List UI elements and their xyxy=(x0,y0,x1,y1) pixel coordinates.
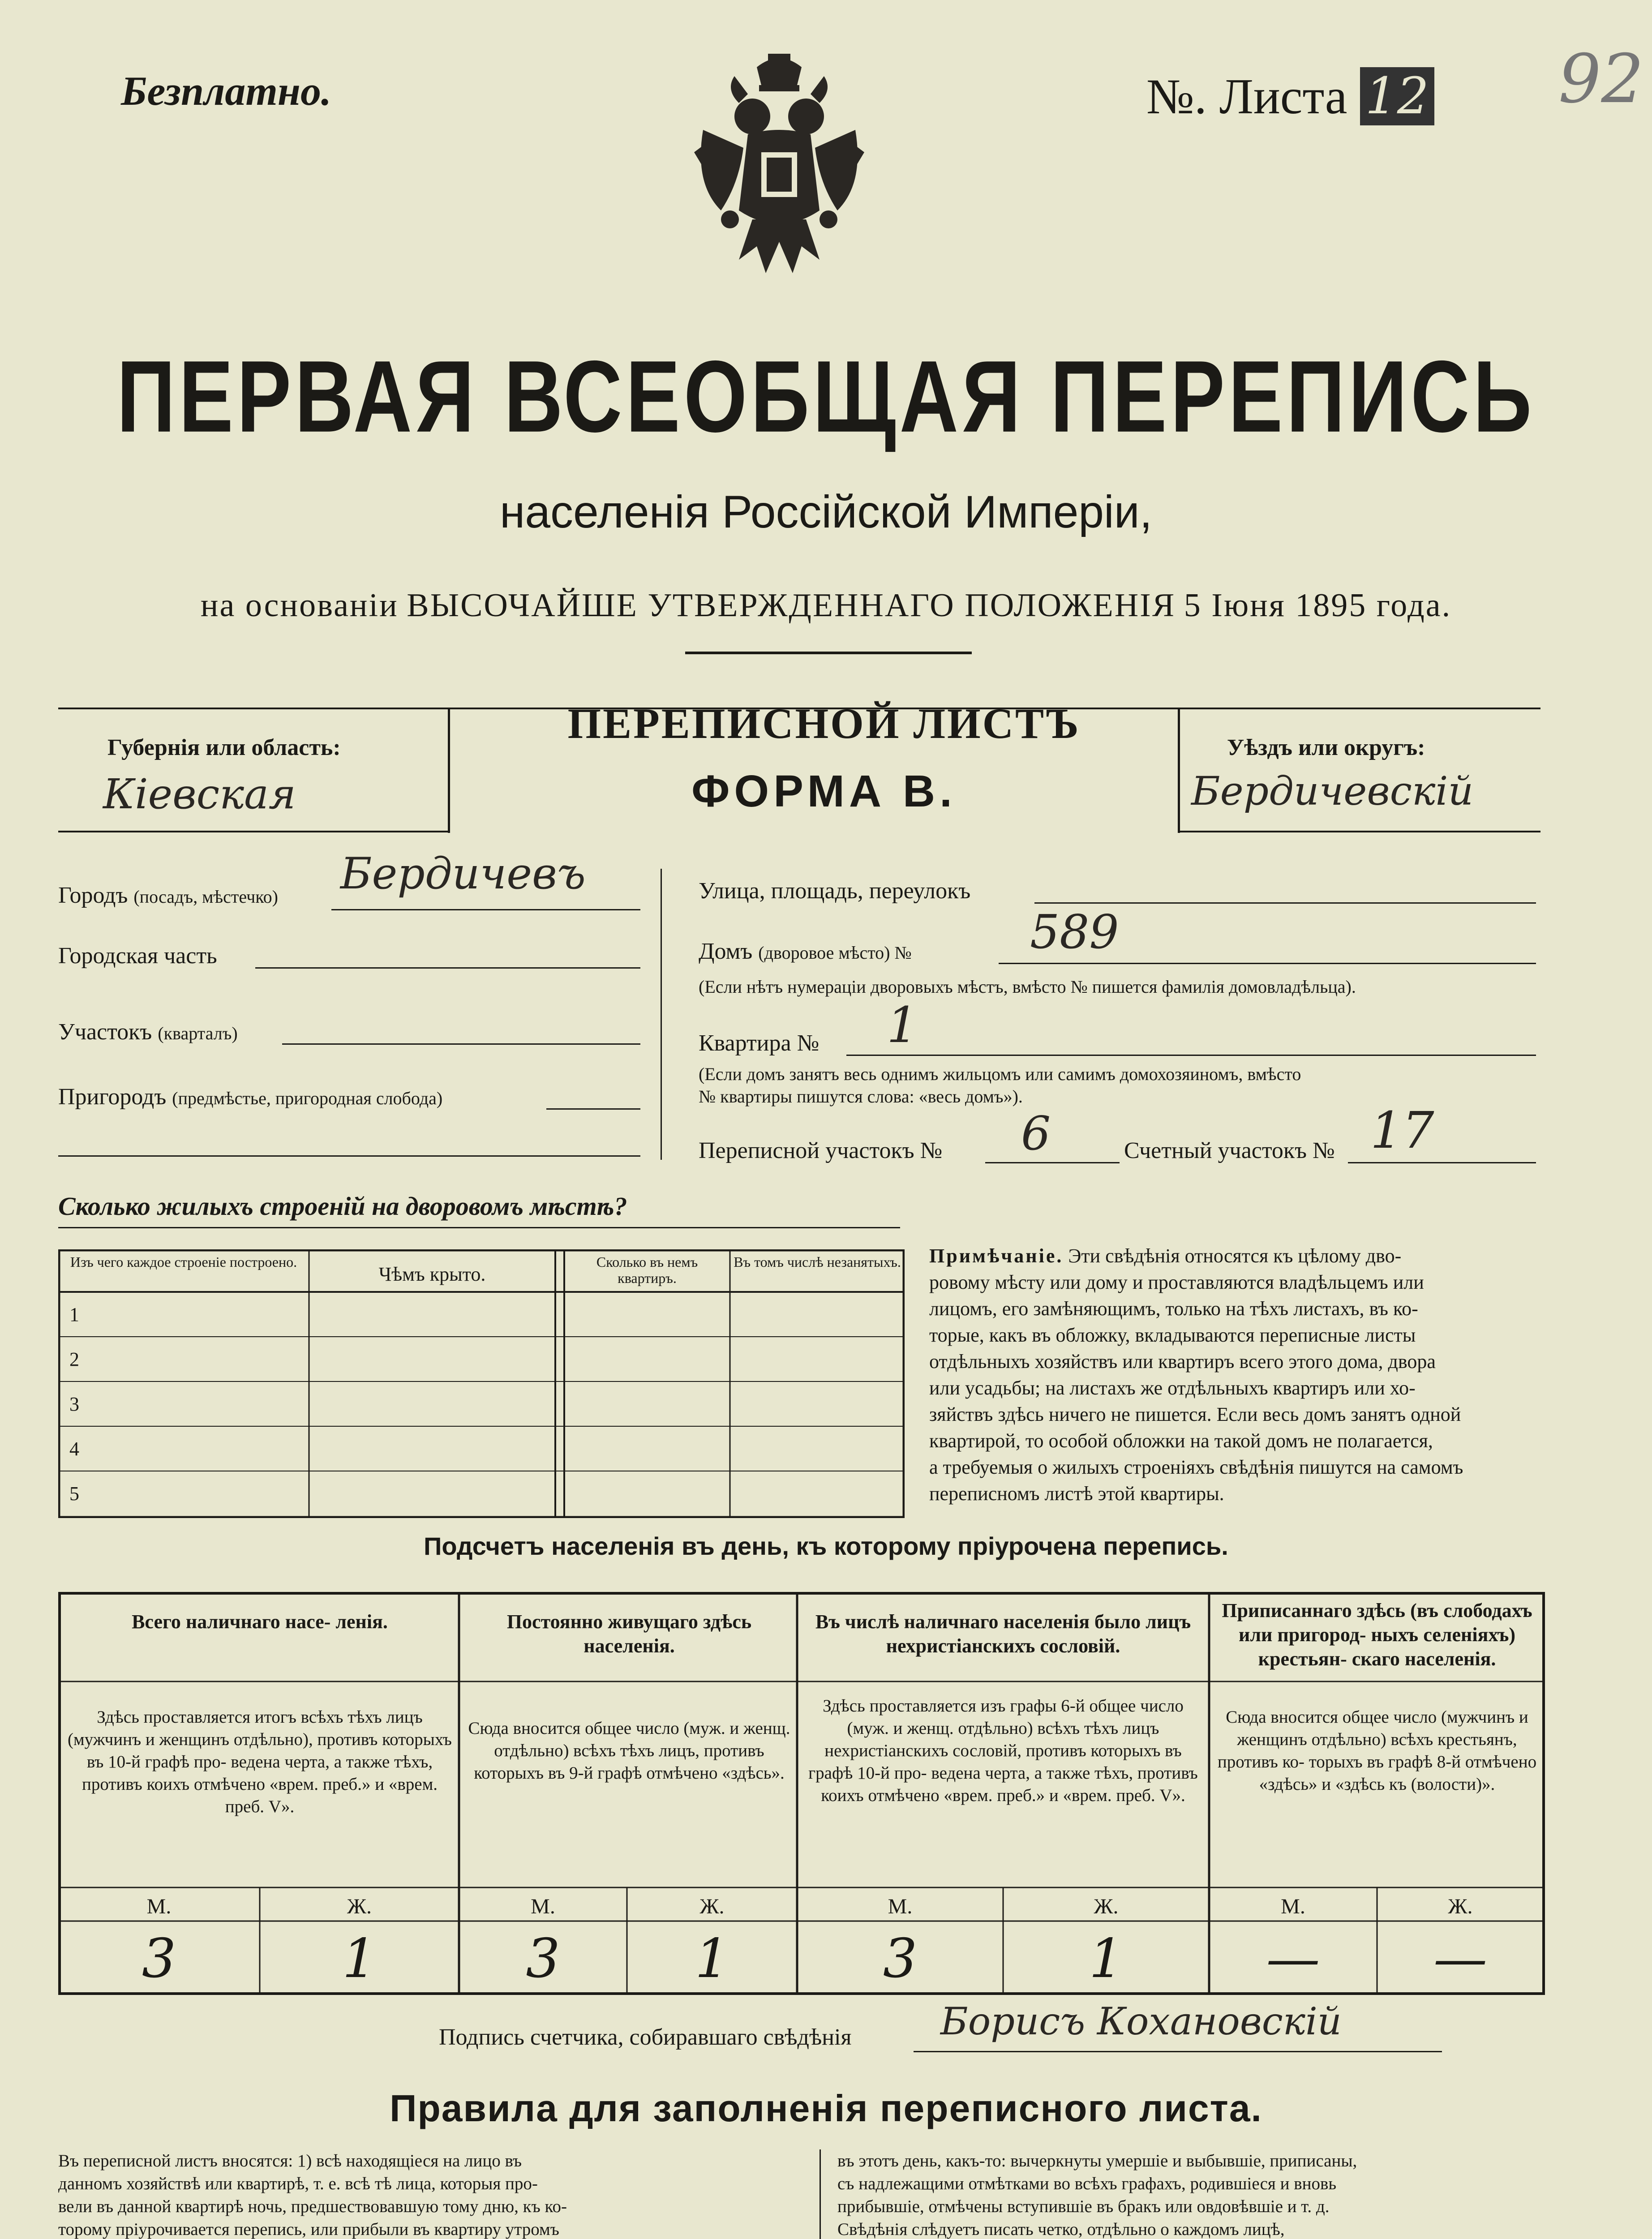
tally-col4-text: Сюда вносится общее число (мужчинъ и женщинъ отдѣльно) всѣхъ крестьянъ, противъ ко- торыхъ въ графѣ 8-й отмѣчено «здѣсь» и «здѣсь къ (волости)». xyxy=(1217,1707,1537,1794)
tally-col4-male-value: — xyxy=(1266,1928,1320,1990)
buildings-note xyxy=(929,1243,1543,1507)
tally-col2-head: Постоянно живущаго здѣсь населенія. xyxy=(506,1611,752,1657)
note-line: а требуемыя о жилыхъ строеніяхъ свѣдѣнія пишутся на самомъ xyxy=(929,1456,1463,1478)
suburb-line-2 xyxy=(58,1155,640,1157)
tally-col2-female-label: Ж. xyxy=(699,1895,725,1918)
buildings-col-roof: Чѣмъ крыто. xyxy=(378,1263,486,1285)
house-line xyxy=(999,963,1536,964)
apartment-line xyxy=(846,1055,1536,1056)
city-value: Бердичевъ xyxy=(340,849,586,899)
tally-table xyxy=(58,1592,1545,1995)
buildings-col-vacant: Въ томъ числѣ незанятыхъ. xyxy=(734,1254,901,1270)
tally-col1-male-label: М. xyxy=(146,1895,172,1918)
rules-line: вели въ данной квартирѣ ночь, предшествовавшую тому дню, къ ко- xyxy=(58,2197,567,2216)
note-head: Примѣчаніе. xyxy=(929,1245,1064,1267)
tally-col1-female-value: 1 xyxy=(342,1928,377,1990)
tally-col1-head: Всего наличнаго насе- ленія. xyxy=(132,1611,388,1633)
signature-label: Подпись счетчика, собиравшаго свѣдѣнія xyxy=(439,2025,852,2050)
note-line: торые, какъ въ обложку, вкладываются переписные листы xyxy=(929,1324,1416,1346)
street-line xyxy=(1034,902,1536,904)
tally-col3-male-label: М. xyxy=(888,1895,913,1918)
buildings-table xyxy=(58,1249,905,1518)
form-header-divider-left xyxy=(448,708,450,833)
buildings-row-num: 4 xyxy=(69,1438,79,1460)
apartment-note-2: № квартиры пишутся слова: «весь домъ»). xyxy=(699,1086,1023,1107)
main-title: ПЕРВАЯ ВСЕОБЩАЯ ПЕРЕПИСЬ xyxy=(116,339,1536,454)
tally-col3-female-value: 1 xyxy=(1089,1928,1124,1990)
house-note: (Если нѣтъ нумераціи дворовыхъ мѣстъ, вмѣсто № пишется фамилія домовладѣльца). xyxy=(699,977,1356,997)
section-line xyxy=(282,1043,640,1045)
tally-col4-male-label: М. xyxy=(1281,1895,1305,1918)
buildings-question: Сколько жилыхъ строеній на дворовомъ мѣстѣ? xyxy=(58,1192,627,1221)
census-area-value: 6 xyxy=(1021,1106,1051,1161)
buildings-row-num: 1 xyxy=(69,1304,79,1325)
district-underline xyxy=(1178,831,1540,832)
note-line: лицомъ, его замѣняющимъ, только на тѣхъ листахъ, въ ко- xyxy=(929,1298,1418,1320)
buildings-question-line xyxy=(58,1227,900,1228)
rules-left-column xyxy=(58,2149,802,2239)
tally-col2-male-value: 3 xyxy=(526,1928,560,1990)
city-line xyxy=(331,909,640,910)
district-label: Уѣздъ или округъ: xyxy=(1227,735,1425,760)
census-area-label: Переписной участокъ № xyxy=(699,1138,943,1163)
tally-col4-female-label: Ж. xyxy=(1448,1895,1473,1918)
tally-col2-text: Сюда вносится общее число (муж. и женщ. отдѣльно) всѣхъ тѣхъ лицъ, противъ которыхъ въ 9-й графѣ отмѣчено «здѣсь». xyxy=(468,1719,790,1783)
tally-col1-text: Здѣсь проставляется итогъ всѣхъ тѣхъ лицъ (мужчинъ и женщинъ отдѣльно), противъ которыхъ въ 10-й графѣ про- ведена черта, а также тѣхъ, противъ коихъ отмѣчено «врем. преб.» и «врем. преб. V». xyxy=(68,1707,452,1816)
rules-title: Правила для заполненія переписного листа. xyxy=(390,2087,1262,2129)
tally-col3-female-label: Ж. xyxy=(1094,1895,1119,1918)
tally-col2-male-label: М. xyxy=(531,1895,555,1918)
note-line: отдѣльныхъ хозяйствъ или квартиръ всего этого дома, двора xyxy=(929,1351,1436,1373)
apartment-note-1: (Если домъ занятъ весь однимъ жильцомъ или самимъ домохозяиномъ, вмѣсто xyxy=(699,1064,1301,1084)
province-underline xyxy=(58,831,448,832)
rules-line: прибывшіе, отмѣчены вступившіе въ бракъ или овдовѣвшіе и т. д. xyxy=(837,2197,1330,2216)
city-hint: (посадъ, мѣстечко) xyxy=(133,887,278,907)
house-value: 589 xyxy=(1030,905,1119,959)
city-field xyxy=(58,882,278,909)
form-letter: ФОРМА В. xyxy=(691,766,957,816)
buildings-col-material: Изъ чего каждое строеніе построено. xyxy=(70,1254,297,1270)
suburb-field xyxy=(58,1084,442,1110)
subtitle: населенія Россійской Имперіи, xyxy=(499,486,1153,537)
city-label: Городъ xyxy=(58,883,128,908)
province-label: Губернія или область: xyxy=(107,735,341,760)
apartment-label: Квартира № xyxy=(699,1030,820,1056)
rules-column-divider xyxy=(820,2149,821,2239)
rules-line: въ этотъ день, какъ-то: вычеркнуты умершіе и выбывшіе, приписаны, xyxy=(837,2151,1357,2170)
house-hint: (дворовое мѣсто) № xyxy=(758,943,912,963)
buildings-row-num: 5 xyxy=(69,1483,79,1505)
address-divider xyxy=(661,869,662,1160)
signature-line xyxy=(914,2051,1442,2052)
section-hint: (кварталъ) xyxy=(158,1023,238,1043)
form-title: ПЕРЕПИСНОЙ ЛИСТЪ xyxy=(567,699,1081,747)
tally-col3-male-value: 3 xyxy=(883,1928,918,1990)
rules-line: Въ переписной листъ вносятся: 1) всѣ находящіеся на лицо въ xyxy=(58,2151,522,2170)
note-line: ровому мѣсту или дому и проставляются владѣльцемъ или xyxy=(929,1271,1424,1293)
imperial-eagle-emblem xyxy=(685,49,873,300)
signature-value: Борисъ Кохановскій xyxy=(940,1999,1342,2043)
tally-col3-head: Въ числѣ наличнаго населенія было лицъ нехристіанскихъ сословій. xyxy=(815,1611,1191,1657)
section-label: Участокъ xyxy=(58,1019,152,1045)
rules-line: Свѣдѣнія слѣдуетъ писать четко, отдѣльно о каждомъ лицѣ, xyxy=(837,2220,1285,2239)
note-line: Примѣчаніе. Эти свѣдѣнія относятся къ цѣлому дво- xyxy=(929,1245,1402,1267)
decree-line xyxy=(0,587,1652,625)
tally-col1-male-value: 3 xyxy=(142,1928,176,1990)
suburb-label: Пригородъ xyxy=(58,1084,167,1110)
house-field xyxy=(699,938,912,965)
tally-title: Подсчетъ населенія въ день, къ которому пріурочена перепись. xyxy=(424,1532,1228,1560)
tally-col4-female-value: — xyxy=(1433,1928,1487,1990)
title-divider xyxy=(685,652,972,654)
street-label: Улица, площадь, переулокъ xyxy=(699,878,971,904)
note-line: зяйствъ здѣсь ничего не пишется. Если весь домъ занятъ одной xyxy=(929,1403,1461,1425)
corner-number: 92 xyxy=(1558,40,1644,118)
sheet-number-label: №. Листа xyxy=(1146,69,1347,124)
note-line: переписномъ листѣ этой квартиры. xyxy=(929,1483,1224,1505)
note-line: или усадьбы; на листахъ же отдѣльныхъ квартиръ или хо- xyxy=(929,1377,1416,1399)
sheet-number-value: 12 xyxy=(1360,67,1435,125)
sheet-number-field xyxy=(1146,67,1434,126)
decree-prefix: на основаніи xyxy=(200,587,399,624)
count-area-label: Счетный участокъ № xyxy=(1124,1138,1335,1163)
rules-line: съ надлежащими отмѣтками во всѣхъ графахъ, родившіеся и вновь xyxy=(837,2174,1337,2193)
suburb-line xyxy=(546,1108,640,1110)
rules-right-column xyxy=(837,2149,1549,2239)
note-line: квартирой, то особой обложки на такой домъ не полагается, xyxy=(929,1430,1433,1452)
count-area-line xyxy=(1348,1162,1536,1163)
suburb-hint: (предмѣстье, пригородная слобода) xyxy=(172,1088,443,1108)
tally-col2-female-value: 1 xyxy=(695,1928,729,1990)
buildings-col-apartments: Сколько въ немъ квартиръ. xyxy=(596,1254,698,1286)
buildings-row-num: 3 xyxy=(69,1393,79,1415)
rules-line: данномъ хозяйствѣ или квартирѣ, т. е. всѣ тѣ лица, которыя про- xyxy=(58,2174,538,2193)
rules-line: торому пріурочивается перепись, или прибыли въ квартиру утромъ xyxy=(58,2220,559,2239)
tally-col4-head: Приписаннаго здѣсь (въ слободахъ или пригород- ныхъ селеніяхъ) крестьян- скаго населенія. xyxy=(1222,1600,1532,1670)
city-part-line xyxy=(255,967,640,969)
buildings-row-num: 2 xyxy=(69,1348,79,1370)
apartment-value: 1 xyxy=(887,996,918,1054)
house-label: Домъ xyxy=(699,939,753,964)
province-value: Кіевская xyxy=(103,770,296,818)
district-value: Бердичевскій xyxy=(1191,768,1474,814)
decree-caps: ВЫСОЧАЙШЕ УТВЕРЖДЕННАГО ПОЛОЖЕНІЯ xyxy=(407,587,1176,624)
tally-col3-text: Здѣсь проставляется изъ графы 6-й общее число (муж. и женщ. отдѣльно) всѣхъ тѣхъ лицъ нехристіанскихъ сословій, противъ которыхъ въ графѣ 10-й про- ведена черта, а также тѣхъ, противъ коихъ отмѣчено «врем. преб.» и «врем. преб. V». xyxy=(808,1696,1198,1805)
free-label: Безплатно. xyxy=(121,68,331,114)
section-field xyxy=(58,1019,238,1045)
count-area-value: 17 xyxy=(1370,1102,1434,1160)
tally-col1-female-label: Ж. xyxy=(347,1895,372,1918)
city-part-label: Городская часть xyxy=(58,943,217,969)
census-area-line xyxy=(985,1162,1120,1163)
decree-date: 5 Іюня 1895 года. xyxy=(1184,587,1452,624)
buildings-table-grid xyxy=(58,1249,905,1518)
